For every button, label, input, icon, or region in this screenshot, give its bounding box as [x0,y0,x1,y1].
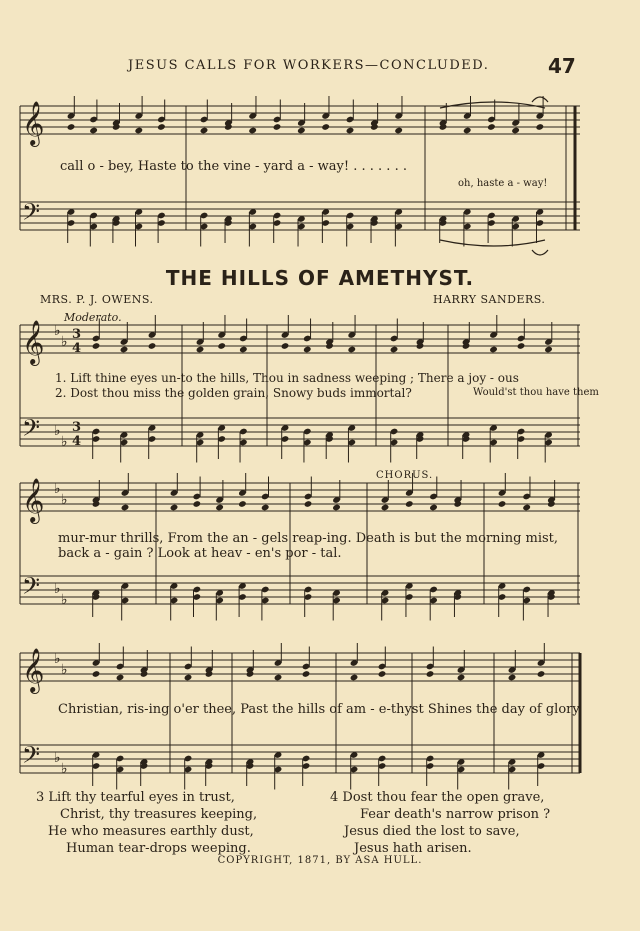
note-head [390,346,399,354]
note-head [148,342,157,350]
fermata [532,250,548,255]
lyrics-line2-verse1: mur-mur thrills, From the an - gels reap-ing. Death is but the morning mist, [58,531,559,546]
note-head [89,127,98,135]
note-head [239,346,248,354]
lyrics-line1-verse2-end: Would'st thou have them [473,387,599,398]
note-head [517,342,526,350]
note-head [134,127,143,135]
note-head [304,500,313,508]
lyrics-line1-verse2: 2. Dost thou miss the golden grain, Snowy buds immortal? [55,386,412,400]
verse-3-line: He who measures earthly dust, [48,824,254,839]
note-head [238,500,247,508]
flat-sign: ♭ [54,323,61,339]
note-head [120,346,129,354]
note-head [522,504,531,512]
bass-clef: 𝄢 [22,572,41,605]
flat-sign: ♭ [61,492,68,508]
note-head [217,342,226,350]
note-head [511,127,520,135]
note-head [303,346,312,354]
note-head [429,504,438,512]
note-head [116,674,125,682]
note-head [426,670,435,678]
note-head [457,674,466,682]
note-head [350,674,359,682]
bass-clef: 𝄢 [22,741,41,774]
note-head [67,123,76,131]
bass-clef: 𝄢 [22,198,41,231]
note-head [302,670,311,678]
time-sig-bottom: 4 [72,434,82,449]
note-head [321,123,330,131]
verse-4-line: Jesus hath arisen. [354,841,472,856]
lyrics-line2-verse2: back a - gain ? Look at heav - en's por - tal. [58,546,342,561]
note-head [196,346,205,354]
note-head [535,123,544,131]
flat-sign: ♭ [61,434,68,450]
flat-sign: ♭ [61,662,68,678]
note-head [281,342,290,350]
note-head [378,670,387,678]
time-sig-bottom: 4 [72,341,82,356]
note-head [92,342,101,350]
flat-sign: ♭ [61,761,68,777]
lyrics-line3: Christian, ris-ing o'er thee, Past the hills of am - e-thyst Shines the day of glory. [58,702,583,717]
time-sig-top: 3 [72,327,82,342]
verse-4-line: Fear death's narrow prison ? [360,807,551,822]
prev-hymn-lyrics: call o - bey, Haste to the vine - yard a - way! . . . . . . . [60,159,407,174]
note-head [273,123,282,131]
note-head [489,346,498,354]
prev-hymn-echo: oh, haste a - way! [458,178,548,189]
treble-clef: 𝄞 [22,101,45,145]
page-number: 47 [548,54,576,78]
note-head [544,346,553,354]
note-head [381,504,390,512]
note-head [248,127,257,135]
treble-clef: 𝄞 [22,478,45,522]
note-head [498,500,507,508]
flat-sign: ♭ [54,651,61,667]
flat-sign: ♭ [61,592,68,608]
fermata [532,97,548,102]
verse-4-line: 4 Dost thou fear the open grave, [330,790,545,805]
time-sig-top: 3 [72,420,82,435]
note-head [92,670,101,678]
verse-4-line: Jesus died the lost to save, [344,824,520,839]
hymn-author: MRS. P. J. OWENS. [40,293,154,306]
flat-sign: ♭ [54,581,61,597]
note-head [184,674,193,682]
copyright-notice: COPYRIGHT, 1871, BY ASA HULL. [217,855,423,866]
note-head [192,500,201,508]
note-head [215,504,224,512]
note-head [537,670,546,678]
bass-clef: 𝄢 [22,414,41,447]
note-head [347,346,356,354]
tie-arc [440,240,545,246]
verse-3-line: 3 Lift thy tearful eyes in trust, [36,790,235,805]
note-head [121,504,130,512]
treble-clef: 𝄞 [22,320,45,364]
flat-sign: ♭ [61,334,68,350]
note-head [332,504,341,512]
note-head [157,123,166,131]
note-head [394,127,403,135]
hymn-title: THE HILLS OF AMETHYST. [165,266,475,290]
note-head [405,500,414,508]
note-head [346,127,355,135]
tie-arc [440,102,545,108]
tempo-marking: Moderato. [64,311,122,324]
chorus-label: CHORUS. [376,470,434,481]
note-head [487,123,496,131]
note-head [297,127,306,135]
note-head [170,504,179,512]
note-head [463,127,472,135]
note-head [274,674,283,682]
note-head [261,504,270,512]
verse-3-line: Human tear-drops weeping. [66,841,251,856]
note-head [508,674,517,682]
treble-clef: 𝄞 [22,648,45,692]
verse-3-line: Christ, thy treasures keeping, [60,807,258,822]
flat-sign: ♭ [54,481,61,497]
flat-sign: ♭ [54,750,61,766]
lyrics-line1-verse1: 1. Lift thine eyes un-to the hills, Thou in sadness weeping ; There a joy - ous [55,371,519,385]
hymn-composer: HARRY SANDERS. [433,293,546,306]
note-head [200,127,209,135]
flat-sign: ♭ [54,423,61,439]
running-title: JESUS CALLS FOR WORKERS—CONCLUDED. [128,58,490,73]
